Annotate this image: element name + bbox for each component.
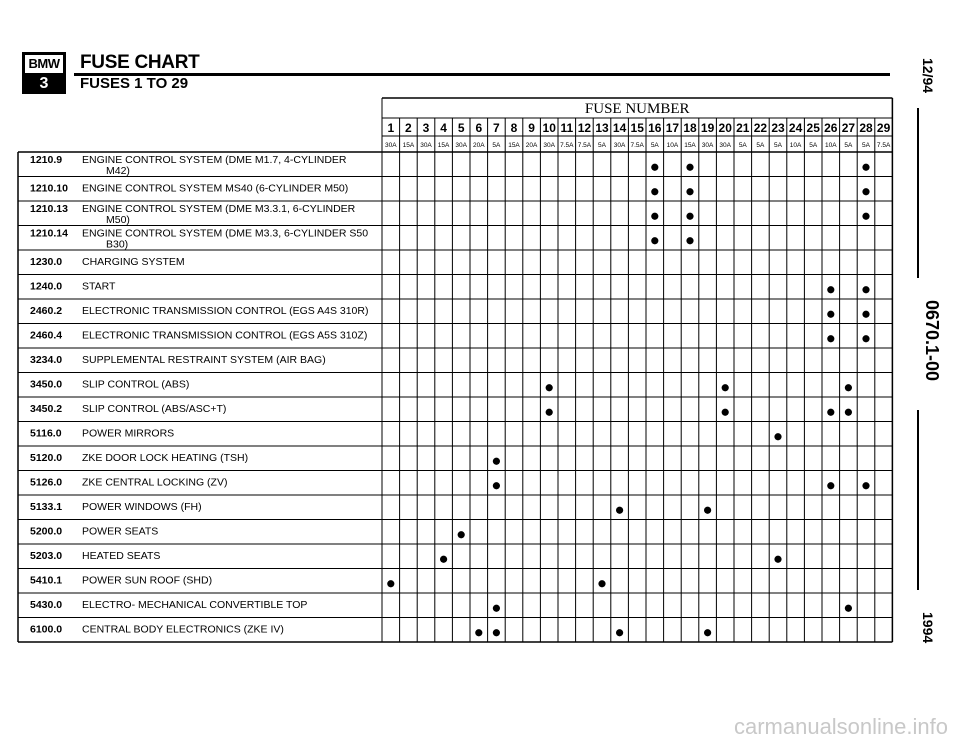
row-code: 2460.4 bbox=[30, 329, 63, 342]
fuse-number-16: 16 bbox=[648, 121, 662, 135]
fuse-dot bbox=[845, 409, 852, 416]
row-description: CENTRAL BODY ELECTRONICS (ZKE IV) bbox=[82, 623, 284, 636]
row-code: 1230.0 bbox=[30, 256, 63, 268]
fuse-amp-9: 20A bbox=[525, 142, 538, 149]
fuse-amp-27: 5A bbox=[844, 142, 853, 149]
row-description-cont: M42) bbox=[106, 165, 130, 177]
fuse-dot bbox=[827, 409, 834, 416]
fuse-amp-26: 10A bbox=[825, 142, 837, 149]
side-year: 1994 bbox=[920, 612, 936, 644]
fuse-dot bbox=[722, 384, 729, 391]
fuse-number-26: 26 bbox=[824, 121, 838, 135]
fuse-number-7: 7 bbox=[493, 121, 500, 135]
page-subtitle: FUSES 1 TO 29 bbox=[80, 75, 189, 92]
row-code: 1240.0 bbox=[30, 280, 63, 293]
row-code: 5200.0 bbox=[30, 525, 63, 538]
fuse-dot bbox=[862, 213, 869, 220]
fuse-dot bbox=[546, 409, 553, 416]
fuse-dot bbox=[440, 556, 447, 563]
fuse-amp-15: 7.5A bbox=[630, 142, 644, 149]
row-description: START bbox=[82, 280, 116, 293]
fuse-dot bbox=[686, 164, 693, 171]
row-code: 5430.0 bbox=[30, 599, 63, 611]
fuse-number-3: 3 bbox=[422, 121, 430, 135]
fuse-number-5: 5 bbox=[457, 121, 465, 135]
fuse-amp-12: 7.5A bbox=[577, 142, 592, 149]
row-description: ELECTRONIC TRANSMISSION CONTROL (EGS A4S 310R) bbox=[82, 305, 369, 317]
watermark: carmanualsonline.info bbox=[733, 714, 948, 739]
fuse-dot bbox=[862, 286, 869, 293]
fuse-amp-18: 15A bbox=[684, 142, 696, 149]
fuse-dot bbox=[774, 433, 781, 440]
row-code: 3450.2 bbox=[30, 403, 63, 415]
row-code: 5126.0 bbox=[30, 476, 63, 489]
fuse-dot bbox=[862, 335, 869, 342]
fuse-amp-23: 5A bbox=[774, 142, 782, 149]
fuse-amp-2: 15A bbox=[402, 142, 415, 149]
row-code: 1210.9 bbox=[30, 154, 63, 166]
row-description: SLIP CONTROL (ABS) bbox=[82, 378, 190, 391]
row-code: 1210.14 bbox=[30, 227, 68, 240]
row-code: 3450.0 bbox=[30, 378, 63, 391]
fuse-amp-3: 30A bbox=[420, 142, 432, 149]
fuse-amp-13: 5A bbox=[598, 142, 606, 149]
row-code: 6100.0 bbox=[30, 623, 63, 636]
fuse-amp-16: 5A bbox=[650, 142, 659, 149]
fuse-dot bbox=[774, 556, 781, 563]
row-code: 1210.13 bbox=[30, 203, 68, 215]
fuse-number-2: 2 bbox=[405, 121, 412, 135]
row-code: 5116.0 bbox=[30, 427, 62, 440]
row-description: CHARGING SYSTEM bbox=[82, 256, 185, 268]
fuse-dot bbox=[827, 335, 834, 342]
row-description: ZKE DOOR LOCK HEATING (TSH) bbox=[82, 452, 249, 464]
fuse-dot bbox=[827, 482, 834, 489]
fuse-dot bbox=[598, 580, 605, 587]
fuse-number-8: 8 bbox=[510, 121, 518, 135]
side-date: 12/94 bbox=[920, 58, 936, 94]
fuse-dot bbox=[493, 482, 500, 489]
row-code: 5133.1 bbox=[30, 501, 63, 513]
fuse-amp-8: 15A bbox=[508, 142, 520, 149]
fuse-number-11: 11 bbox=[560, 121, 574, 135]
row-description: ENGINE CONTROL SYSTEM (DME M3.3, 6-CYLINDER S50 bbox=[82, 227, 369, 240]
fuse-dot bbox=[827, 311, 834, 318]
fuse-dot bbox=[722, 409, 729, 416]
fuse-amp-17: 10A bbox=[666, 142, 679, 149]
fuse-number-19: 19 bbox=[700, 121, 715, 135]
fuse-dot bbox=[862, 188, 869, 195]
row-description: ENGINE CONTROL SYSTEM MS40 (6-CYLINDER M50) bbox=[82, 182, 349, 195]
fuse-number-21: 21 bbox=[736, 121, 750, 135]
row-description: POWER SEATS bbox=[82, 525, 159, 538]
fuse-number-17: 17 bbox=[665, 121, 680, 135]
fuse-amp-25: 5A bbox=[809, 142, 818, 149]
fuse-dot bbox=[651, 164, 658, 171]
row-code: 5410.1 bbox=[30, 574, 63, 587]
fuse-dot bbox=[458, 531, 465, 538]
fuse-amp-20: 30A bbox=[719, 142, 731, 149]
fuse-amp-21: 5A bbox=[738, 142, 747, 149]
fuse-dot bbox=[651, 237, 658, 244]
fuse-number-14: 14 bbox=[612, 121, 627, 135]
side-doc-number: 0670.1-00 bbox=[922, 300, 942, 382]
fuse-number-10: 10 bbox=[542, 121, 556, 135]
row-description: ENGINE CONTROL SYSTEM (DME M1.7, 4-CYLINDER bbox=[82, 154, 347, 166]
row-description: ELECTRONIC TRANSMISSION CONTROL (EGS A5S 310Z) bbox=[82, 329, 368, 342]
fuse-dot bbox=[827, 286, 834, 293]
fuse-dot bbox=[845, 384, 852, 391]
fuse-amp-7: 5A bbox=[492, 142, 501, 149]
fuse-number-23: 23 bbox=[771, 121, 785, 135]
fuse-dot bbox=[704, 629, 711, 636]
fuse-number-25: 25 bbox=[806, 121, 820, 135]
logo-series: 3 bbox=[25, 75, 63, 93]
fuse-dot bbox=[651, 188, 658, 195]
fuse-amp-24: 10A bbox=[789, 142, 802, 149]
row-description-cont: B30) bbox=[106, 238, 129, 251]
fuse-number-18: 18 bbox=[683, 121, 697, 135]
fuse-dot bbox=[704, 507, 711, 514]
fuse-amp-14: 30A bbox=[613, 142, 626, 149]
row-description: POWER WINDOWS (FH) bbox=[82, 501, 202, 513]
row-description: SLIP CONTROL (ABS/ASC+T) bbox=[82, 403, 227, 415]
row-description-cont: M50) bbox=[106, 214, 130, 226]
row-code: 5203.0 bbox=[30, 550, 63, 562]
row-code: 5120.0 bbox=[30, 452, 63, 464]
fuse-amp-11: 7.5A bbox=[560, 142, 574, 149]
fuse-amp-28: 5A bbox=[862, 142, 870, 149]
fuse-dot bbox=[493, 629, 500, 636]
row-description: HEATED SEATS bbox=[82, 550, 161, 562]
fuse-number-20: 20 bbox=[718, 121, 732, 135]
fuse-dot bbox=[616, 507, 623, 514]
fuse-number-6: 6 bbox=[475, 121, 483, 135]
fuse-number-12: 12 bbox=[577, 121, 592, 135]
fuse-dot bbox=[651, 213, 658, 220]
fuse-number-4: 4 bbox=[440, 121, 447, 135]
fuse-dot bbox=[493, 458, 500, 465]
fuse-dot bbox=[686, 213, 693, 220]
fuse-dot bbox=[616, 629, 623, 636]
fuse-amp-6: 20A bbox=[473, 142, 485, 149]
fuse-dot bbox=[862, 311, 869, 318]
fuse-number-27: 27 bbox=[841, 121, 856, 135]
row-description: SUPPLEMENTAL RESTRAINT SYSTEM (AIR BAG) bbox=[82, 354, 326, 366]
fuse-number-9: 9 bbox=[528, 121, 535, 135]
fuse-number-24: 24 bbox=[788, 121, 803, 135]
logo-brand: BMW bbox=[25, 55, 63, 75]
fuse-dot bbox=[387, 580, 394, 587]
fuse-dot bbox=[845, 605, 852, 612]
row-code: 3234.0 bbox=[30, 354, 63, 366]
fuse-number-15: 15 bbox=[630, 121, 644, 135]
fuse-amp-29: 7.5A bbox=[876, 142, 891, 149]
row-description: POWER SUN ROOF (SHD) bbox=[82, 574, 213, 587]
fuse-amp-19: 30A bbox=[701, 142, 714, 149]
row-description: ENGINE CONTROL SYSTEM (DME M3.3.1, 6-CYLINDER bbox=[82, 203, 356, 215]
fuse-amp-4: 15A bbox=[437, 142, 450, 149]
page-title: FUSE CHART bbox=[80, 52, 200, 73]
fuse-dot bbox=[546, 384, 553, 391]
fuse-dot bbox=[862, 482, 869, 489]
fuse-number-heading: FUSE NUMBER bbox=[584, 101, 690, 117]
fuse-number-22: 22 bbox=[753, 121, 768, 135]
fuse-amp-5: 30A bbox=[455, 142, 467, 149]
fuse-dot bbox=[493, 605, 500, 612]
fuse-number-28: 28 bbox=[859, 121, 873, 135]
fuse-dot bbox=[862, 164, 869, 171]
fuse-dot bbox=[686, 188, 693, 195]
fuse-amp-22: 5A bbox=[756, 142, 765, 149]
fuse-dot bbox=[475, 629, 482, 636]
fuse-amp-10: 30A bbox=[543, 142, 555, 149]
fuse-number-1: 1 bbox=[387, 121, 395, 135]
fuse-dot bbox=[686, 237, 693, 244]
fuse-number-13: 13 bbox=[595, 121, 609, 135]
row-description: ELECTRO- MECHANICAL CONVERTIBLE TOP bbox=[82, 599, 308, 611]
row-code: 2460.2 bbox=[30, 305, 63, 317]
row-description: POWER MIRRORS bbox=[82, 427, 175, 440]
fuse-number-29: 29 bbox=[876, 121, 891, 135]
fuse-amp-1: 30A bbox=[385, 142, 397, 149]
row-description: ZKE CENTRAL LOCKING (ZV) bbox=[82, 476, 228, 489]
row-code: 1210.10 bbox=[30, 182, 68, 195]
